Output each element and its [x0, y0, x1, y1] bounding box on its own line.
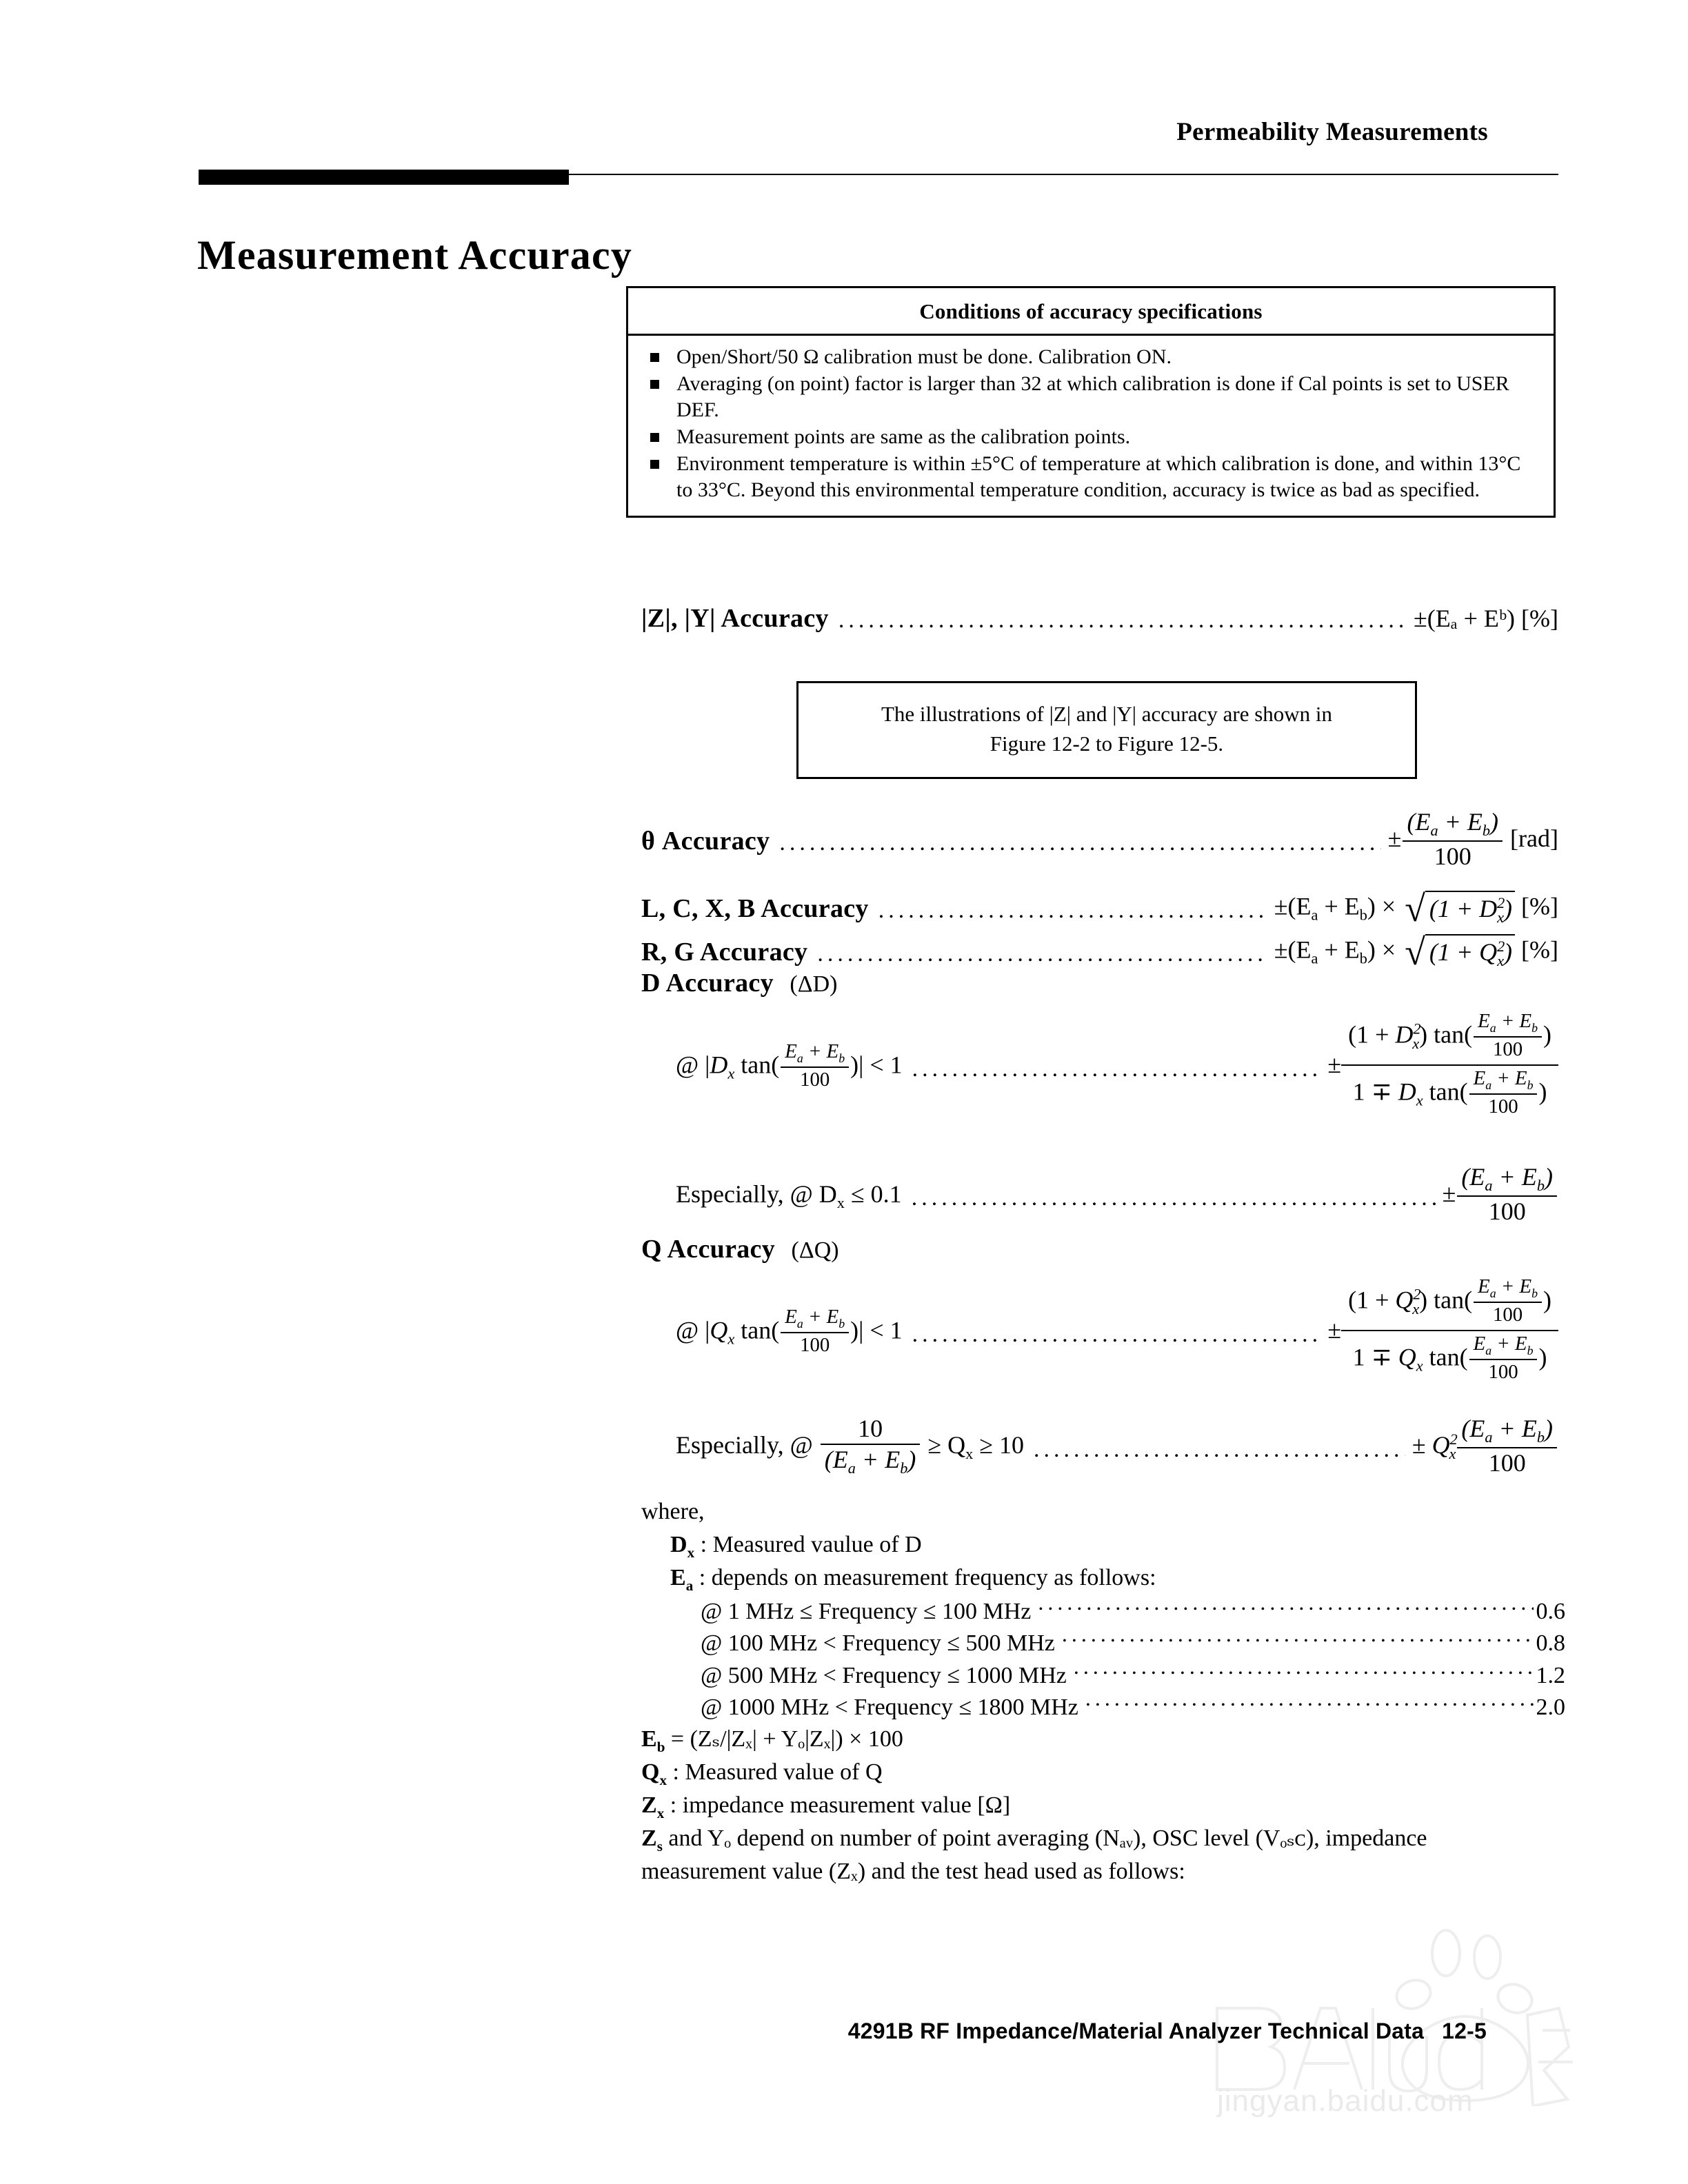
spec-especially-d — [676, 1180, 902, 1212]
spec-line-d-especially — [676, 1165, 1558, 1226]
definition-ea — [641, 1562, 1565, 1595]
list-item — [646, 344, 1534, 370]
dot-leader — [779, 829, 1380, 853]
footer-title: 4291B RF Impedance/Material Analyzer Technical Data — [847, 2019, 1425, 2043]
frequency-range: @ 100 MHz < Frequency ≤ 500 MHz — [701, 1630, 1055, 1657]
dot-leader — [912, 1055, 1321, 1080]
spec-line-q-especially — [676, 1417, 1558, 1478]
fraction — [1474, 1276, 1542, 1326]
fraction-numerator: $E_a + E_b$ — [1469, 1333, 1538, 1360]
dot-leader — [838, 606, 1407, 631]
figure-reference-box — [796, 681, 1417, 779]
spec-heading-d — [641, 968, 837, 998]
big-fraction — [1341, 1277, 1558, 1384]
fraction — [1474, 1011, 1542, 1060]
especially-text: Especially, @ — [676, 1430, 813, 1459]
spec-line-rg — [641, 931, 1558, 973]
spec-condition-d: @ $|D_x$ tan( $\frac{E_a + E_b}{100}$ )| < 1 — [676, 1040, 903, 1091]
square-bullet-icon — [650, 380, 659, 389]
fraction-numerator: $(E_a + E_b)$ — [1403, 809, 1503, 842]
spec-value-d: ± $(1 + D^2_x)$ tan( $\frac{E_a + E_b}{100}$ ) $1 \mp D_x$ tan( $\frac{E_a + E_b}{100}$ ) — [1327, 1013, 1558, 1120]
dot-leader — [1038, 1595, 1533, 1619]
fraction-numerator: 10 — [821, 1415, 921, 1445]
spec-label-q: Q Accuracy — [641, 1235, 776, 1264]
spec-label-lcxb: L, C, X, B Accuracy — [641, 894, 869, 924]
page-number: 12-5 — [1442, 2019, 1487, 2043]
running-head: Permeability Measurements — [1176, 118, 1488, 146]
frequency-range: @ 1 MHz ≤ Frequency ≤ 100 MHz — [701, 1598, 1032, 1624]
symbol-dx: $D_x$ — [670, 1531, 695, 1561]
frequency-row — [641, 1627, 1565, 1659]
definition-text: impedance measurement value [Ω] — [682, 1792, 1011, 1818]
spec-value-rg: $\pm(E_a + E_b)$ × √ $(1 + Q^2_x)$ [%] — [1274, 931, 1558, 973]
dot-leader — [878, 896, 1267, 921]
square-root — [1402, 888, 1515, 930]
definition-eb — [641, 1723, 1565, 1757]
square-bullet-icon — [650, 433, 659, 442]
spec-line-theta — [641, 810, 1558, 871]
radicand: $(1 + D^2_x)$ — [1425, 891, 1515, 927]
especially-text: Especially, @ D — [676, 1180, 837, 1208]
spec-value-q: ± $(1 + Q^2_x)$ tan( $\frac{E_a + E_b}{100}$ ) $1 \mp Q_x$ tan( $\frac{E_a + E_b}{100}$ ) — [1327, 1279, 1558, 1386]
conditions-list — [628, 336, 1554, 516]
colon: : — [672, 1759, 679, 1785]
fraction-denominator: 100 — [1488, 1095, 1518, 1118]
fraction — [1469, 1068, 1538, 1118]
header-rule-thick — [199, 170, 569, 185]
list-item-text: Open/Short/50 Ω calibration must be done. Calibration ON. — [676, 345, 1172, 368]
fraction — [1469, 1333, 1538, 1383]
spec-line-lcxb — [641, 888, 1558, 930]
list-item-text: Measurement points are same as the calibration points. — [676, 425, 1131, 449]
where-definitions — [641, 1496, 1565, 1887]
frequency-range: @ 1000 MHz < Frequency ≤ 1800 MHz — [701, 1695, 1078, 1721]
definition-qx — [641, 1757, 1565, 1790]
baidu-logo-icon — [1203, 1927, 1589, 2106]
frequency-range: @ 500 MHz < Frequency ≤ 1000 MHz — [701, 1662, 1067, 1688]
symbol-qx: $Q_x$ — [641, 1759, 667, 1788]
list-item — [646, 371, 1534, 423]
where-heading: where, — [641, 1499, 705, 1524]
definition-text: = (Zₛ/|Zₓ| + Yₒ|Zₓ|) × 100 — [670, 1726, 903, 1752]
spec-value-lcxb: $\pm(E_a + E_b)$ × √ $(1 + D^2_x)$ [%] — [1274, 888, 1558, 930]
page-footer — [0, 2019, 1688, 2044]
spec-label-rg: R, G Accuracy — [641, 938, 808, 967]
big-fraction — [1341, 1012, 1558, 1119]
definition-text: Measured vaulue of D — [712, 1531, 922, 1557]
frequency-value: 0.8 — [1536, 1630, 1565, 1657]
dot-leader — [817, 940, 1267, 964]
square-bullet-icon — [650, 460, 659, 469]
radical-icon: √ — [1405, 888, 1425, 930]
list-item — [646, 451, 1534, 503]
fraction-denominator: 100 — [800, 1333, 830, 1356]
at-sign: @ — [676, 1315, 699, 1344]
fraction-denominator: 100 — [1492, 1304, 1523, 1326]
definition-zs-yo — [641, 1823, 1476, 1888]
fraction-numerator: $E_a + E_b$ — [1474, 1011, 1542, 1038]
spec-line-d-condition — [676, 1010, 1558, 1120]
fraction-numerator: $(E_a + E_b)$ — [1457, 1415, 1557, 1448]
fraction-numerator: $(E_a + E_b)$ — [1457, 1164, 1557, 1197]
condition-tail: | < 1 — [858, 1050, 903, 1078]
square-bullet-icon — [650, 353, 659, 362]
spec-line-q-condition — [676, 1275, 1558, 1386]
dot-leader — [912, 1320, 1321, 1345]
definition-zx — [641, 1790, 1565, 1823]
fraction-numerator: $E_a + E_b$ — [781, 1306, 849, 1333]
colon: : — [700, 1531, 707, 1557]
fraction — [821, 1415, 921, 1477]
frequency-row — [641, 1595, 1565, 1628]
fraction-denominator: 100 — [1492, 1038, 1523, 1061]
fraction-denominator: 100 — [1488, 1197, 1526, 1226]
symbol-zx: $Z_x$ — [641, 1792, 665, 1821]
spec-value-d-especially: ± $\frac{(E_a + E_b)}{100}$ — [1443, 1165, 1558, 1226]
conditions-box-title: Conditions of accuracy specifications — [628, 288, 1554, 336]
fraction-numerator: $E_a + E_b$ — [781, 1041, 849, 1068]
dot-leader — [1062, 1627, 1534, 1650]
frequency-value: 0.6 — [1536, 1598, 1565, 1624]
symbol-eb: $E_b$ — [641, 1726, 665, 1755]
fraction — [781, 1041, 849, 1091]
radical-icon: √ — [1405, 931, 1425, 973]
square-root — [1402, 931, 1515, 973]
frequency-value: 1.2 — [1536, 1662, 1565, 1688]
fraction — [1457, 1415, 1557, 1477]
dot-leader — [1074, 1659, 1534, 1683]
subscript-x: x — [836, 1194, 845, 1212]
fraction — [1457, 1164, 1557, 1225]
list-item-text: Environment temperature is within ±5°C of temperature at which calibration is done, and within 13°C to 33°C. Beyond this environmental temperature condition, accuracy is twice as bad as specified. — [676, 452, 1521, 502]
definition-text: and Yₒ depend on number of point averaging (Nₐᵥ), OSC level (Vₒₛᴄ), impedance measurement value (Zₓ) and the test head used as follows: — [641, 1825, 1427, 1884]
figure-reference-line1: The illustrations of |Z| and |Y| accuracy are shown in — [881, 702, 1333, 726]
definition-text: Measured value of Q — [685, 1759, 883, 1785]
watermark-url: jingyan.baidu.com — [1217, 2084, 1474, 2118]
spec-value-theta: ± $\frac{(E_a + E_b)}{100}$ [rad] — [1387, 808, 1558, 871]
spec-label-d: D Accuracy — [641, 969, 774, 998]
spec-delta-d: (ΔD) — [790, 971, 838, 997]
fraction-denominator: 100 — [1434, 842, 1471, 871]
spec-especially-q: Especially, @ $\frac{10}{(E_a + E_b)}$ ≥ $Q_x \ge 10$ — [676, 1415, 1025, 1477]
figure-reference-line2: Figure 12-2 to Figure 12-5. — [989, 731, 1224, 756]
at-sign: @ — [676, 1050, 699, 1078]
page-title: Measurement Accuracy — [197, 232, 633, 279]
spec-line-zy — [641, 603, 1558, 634]
conditions-box — [626, 286, 1556, 518]
symbol-ea: $E_a$ — [670, 1564, 694, 1594]
dot-leader — [912, 1184, 1436, 1209]
ten-value: 10 — [999, 1430, 1025, 1459]
especially-tail: ≤ 0.1 — [850, 1180, 902, 1208]
spec-delta-q: (ΔQ) — [791, 1237, 839, 1263]
dot-leader — [1085, 1691, 1534, 1715]
condition-tail: | < 1 — [858, 1315, 903, 1344]
fraction-denominator: 100 — [1488, 1361, 1518, 1384]
spec-value-q-especially: ± $Q^2_x$ $\frac{(E_a + E_b)}{100}$ — [1412, 1417, 1558, 1478]
frequency-value: 2.0 — [1536, 1695, 1565, 1721]
fraction-denominator: 100 — [800, 1068, 830, 1091]
frequency-row — [641, 1691, 1565, 1723]
dot-leader — [1034, 1435, 1405, 1460]
fraction-denominator: $(E_a + E_b)$ — [824, 1445, 916, 1477]
fraction-numerator: $(1 + Q^2_x)$ tan( $\frac{E_a + E_b}{100}$ ) — [1341, 1277, 1558, 1331]
list-item — [646, 424, 1534, 450]
spec-label-zy: |Z|, |Y| Accuracy — [641, 604, 829, 633]
spec-heading-q — [641, 1234, 839, 1264]
fraction-denominator: 100 — [1488, 1449, 1526, 1477]
colon: : — [699, 1564, 706, 1590]
fraction-numerator: $E_a + E_b$ — [1474, 1276, 1542, 1303]
colon: : — [670, 1792, 677, 1818]
fraction-numerator: $(1 + D^2_x)$ tan( $\frac{E_a + E_b}{100}$ ) — [1341, 1012, 1558, 1066]
radicand: $(1 + Q^2_x)$ — [1425, 934, 1515, 970]
list-item-text: Averaging (on point) factor is larger than 32 at which calibration is done if Cal points is set to USER DEF. — [676, 372, 1509, 422]
unit-rad: [rad] — [1510, 824, 1558, 852]
fraction-numerator: $E_a + E_b$ — [1469, 1068, 1538, 1095]
symbol-zs: $Z_s$ — [641, 1825, 663, 1854]
definition-text: depends on measurement frequency as follows: — [711, 1564, 1156, 1590]
fraction — [1403, 809, 1503, 870]
frequency-row — [641, 1659, 1565, 1692]
spec-condition-q: @ $|Q_x$ tan( $\frac{E_a + E_b}{100}$ )| < 1 — [676, 1305, 903, 1356]
unit-percent: [%] — [1521, 892, 1558, 920]
unit-percent: [%] — [1521, 936, 1558, 964]
fraction-denominator: $1 \mp D_x$ tan( $\frac{E_a + E_b}{100}$ ) — [1352, 1067, 1547, 1118]
spec-value-zy: ±(Eₐ + Eᵇ) [%] — [1414, 605, 1558, 632]
fraction — [781, 1306, 849, 1356]
spec-label-theta: θ Accuracy — [641, 826, 770, 856]
fraction-denominator: $1 \mp Q_x$ tan( $\frac{E_a + E_b}{100}$ ) — [1352, 1333, 1547, 1384]
definition-dx — [641, 1529, 1565, 1562]
